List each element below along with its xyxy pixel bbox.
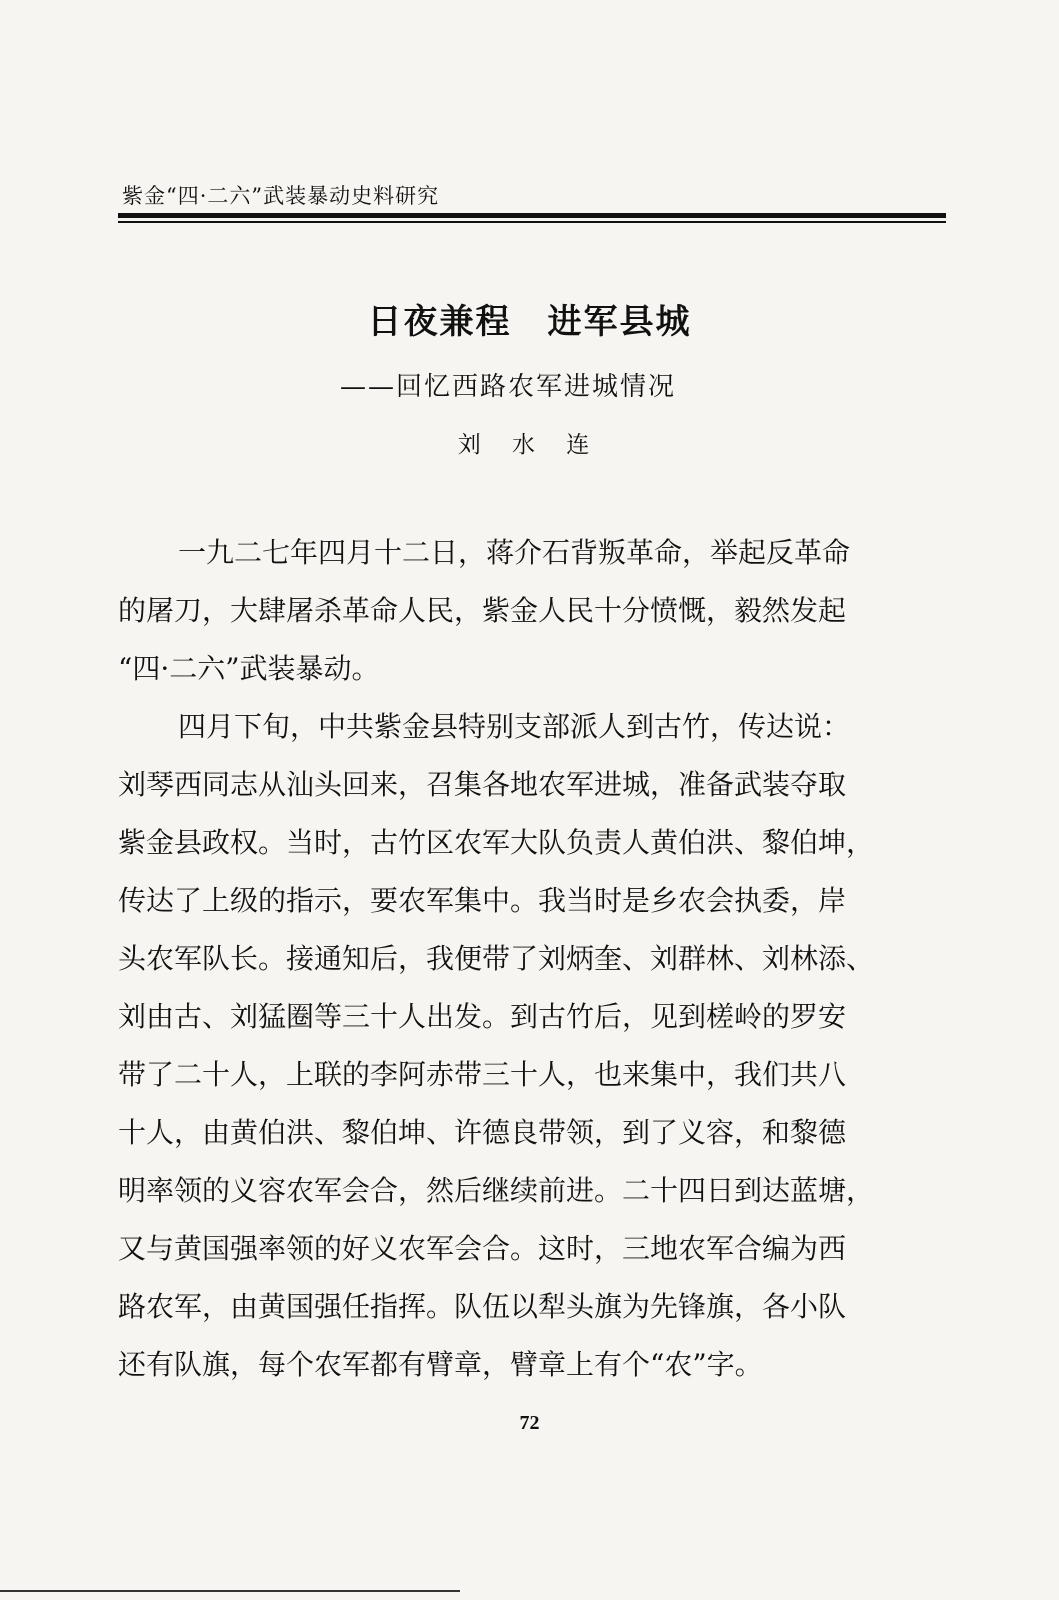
running-head: 紫金“四·二六”武装暴动史料研究: [122, 184, 440, 208]
body-line: 带了二十人，上联的李阿赤带三十人，也来集中，我们共八: [118, 1058, 847, 1091]
body-line: “四·二六”武装暴动。: [118, 652, 380, 685]
body-line: 传达了上级的指示，要农军集中。我当时是乡农会执委，岸: [118, 884, 847, 917]
body-line: 刘由古、刘猛圈等三十人出发。到古竹后，见到槎岭的罗安: [118, 1000, 847, 1033]
body-line: 又与黄国强率领的好义农军会合。这时，三地农军合编为西: [118, 1232, 847, 1265]
body-line: 路农军，由黄国强任指挥。队伍以犁头旗为先锋旗，各小队: [118, 1290, 847, 1323]
article-title: 日夜兼程 进军县城: [367, 302, 692, 342]
article-subtitle: ——回忆西路农军进城情况: [340, 372, 677, 402]
body-line: 四月下旬，中共紫金县特别支部派人到古竹，传达说：: [178, 710, 851, 743]
header-rule-thick: [118, 213, 946, 218]
header-rule-thin: [118, 221, 946, 223]
body-line: 还有队旗，每个农军都有臂章，臂章上有个“农”字。: [118, 1348, 763, 1381]
body-line: 的屠刀，大肆屠杀革命人民，紫金人民十分愤慨，毅然发起: [118, 594, 847, 627]
body-line: 明率领的义容农军会合，然后继续前进。二十四日到达蓝塘，: [118, 1174, 875, 1207]
scan-edge-line: [0, 1590, 460, 1592]
body-line: 十人，由黄伯洪、黎伯坤、许德良带领，到了义容，和黎德: [118, 1116, 847, 1149]
body-line: 紫金县政权。当时，古竹区农军大队负责人黄伯洪、黎伯坤，: [118, 826, 875, 859]
body-line: 一九二七年四月十二日，蒋介石背叛革命，举起反革命: [178, 536, 851, 569]
article-author: 刘 水 连: [457, 432, 602, 458]
page-number: 72: [519, 1412, 540, 1434]
body-line: 刘琴西同志从汕头回来，召集各地农军进城，准备武装夺取: [118, 768, 847, 801]
body-line: 头农军队长。接通知后，我便带了刘炳奎、刘群林、刘林添、: [118, 942, 875, 975]
